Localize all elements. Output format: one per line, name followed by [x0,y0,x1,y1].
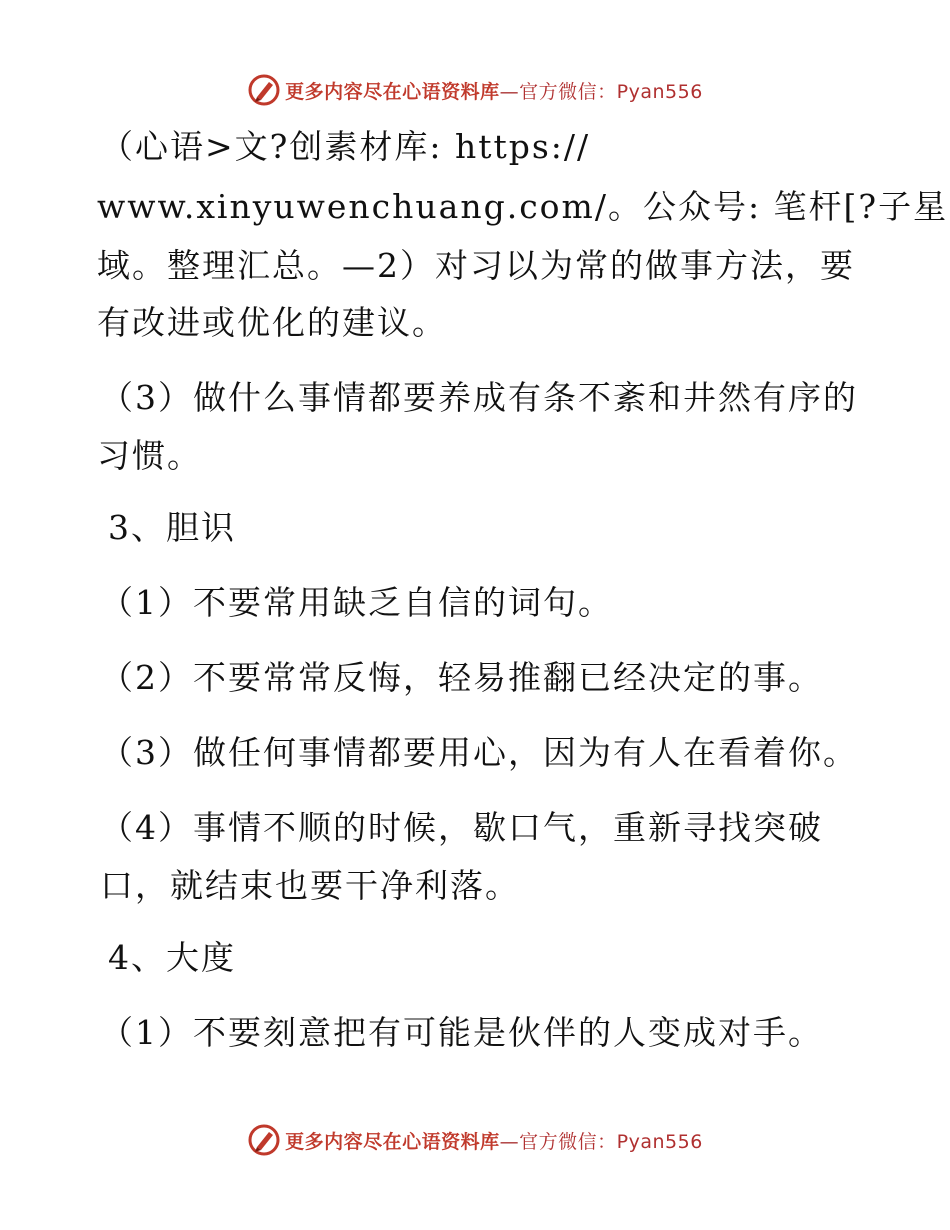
section-heading: 4、大度 [108,938,236,977]
text-line: （2）不要常常反悔，轻易推翻已经决定的事。 [100,658,823,697]
header-banner [0,70,950,110]
text-line: （3）做任何事情都要用心，因为有人在看着你。 [100,733,858,772]
pen-circle-logo-icon [247,1123,281,1157]
text-line: 域。整理汇总。—2）对习以为常的做事方法，要 [97,246,855,285]
text-line: （1）不要刻意把有可能是伙伴的人变成对手。 [100,1013,823,1052]
text-line: （心语>文?创素材库: https:// [100,127,591,166]
text-line: 习惯。 [97,436,202,475]
text-line: （3）做什么事情都要养成有条不紊和井然有序的 [100,378,858,417]
text-line: （4）事情不顺的时候，歇口气，重新寻找突破 [100,808,823,847]
text-line: 有改进或优化的建议。 [97,303,447,342]
text-line: www.xinyuwenchuang.com/。公众号: 笔杆[?子星 [97,187,949,226]
text-line: （1）不要常用缺乏自信的词句。 [100,583,613,622]
footer-banner-text: 更多内容尽在心语资料库—官方微信：Pyan556 [285,1130,703,1153]
footer-banner [0,1120,950,1160]
pen-circle-logo-icon [247,73,281,107]
section-heading: 3、胆识 [108,508,236,547]
text-line: 口，就结束也要干净利落。 [100,866,520,905]
header-banner-text: 更多内容尽在心语资料库—官方微信：Pyan556 [285,80,703,103]
